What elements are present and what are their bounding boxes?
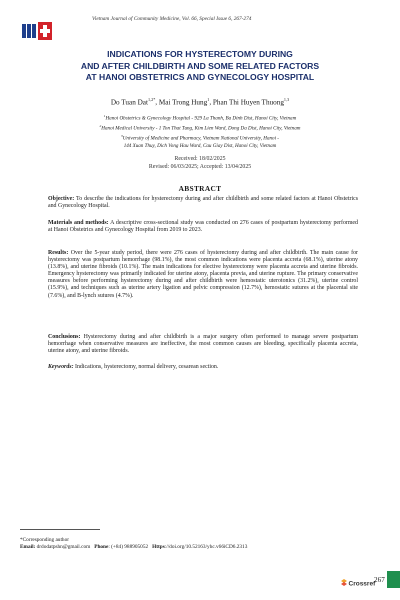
abstract-objective: Objective: To describe the indications for hysterectomy during and after childbirth and some related factors at Hanoi Obstetrics and Gynecology Hospital. (48, 196, 358, 210)
abstract-methods: Materials and methods: A descriptive cross-sectional study was conducted on 276 cases of postpartum hysterectomy performed at Hanoi Obstetrics and Gynecology Hospital from 2019 to 2023. (48, 220, 358, 234)
crossref-logo[interactable] (340, 578, 376, 588)
phone-number: : (+84) 988905052 (108, 544, 149, 550)
author-list: Do Tuan Dat$^{1,2*}$, Mai Trong Hung$^1$, Phan Thi Huyen Thuong$^{1,3}$ (110, 97, 290, 107)
author-affil-marker: 1,3 (283, 97, 290, 102)
affiliation: $^3$University of Medicine and Pharmacy, Vietnam National University, Hanoi - (121, 133, 279, 142)
author-name: Do Tuan Dat (110, 98, 148, 107)
author-affil-marker: 1 (207, 97, 210, 102)
article-dates (20, 156, 380, 172)
abstract-results: Results: Over the 5-year study period, there were 276 cases of hysterectomy during and after childbirth. The main cause for hysterectomy was postpartum hemorrhage (98.1%), the most common indications were placenta accreta (68.1%), uterine atony (13.8%), and uterine fibroids (10.1%). The main indications for elective hysterectomy were placenta accreta and uterine fibroids. Emergency hysterectomy was primarily indicated for uterine atony, placenta previa, and uterine rupture. The primary conservative measures before performing hysterectomy during and after childbirth were hemostatic uterotonics (31.2%), uterine control (15.9%), and techniques such as uterine artery ligation and pelvic compression (12.7%), hemostatic sutures at the placental site (7.6%), and B-lynch sutures (4.7%). (48, 250, 358, 299)
affiliation-list (20, 113, 380, 150)
abstract-keywords: Keywords: Indications, hysterectomy, normal delivery, cesarean section. (48, 364, 219, 370)
crossref-label: Crossref (348, 580, 376, 588)
paper-title (30, 49, 370, 84)
email-link[interactable]: drdodatpshn@gmail.com (35, 544, 91, 550)
affiliation: $^1$Hanoi Obstetrics & Gynecology Hospital - 929 La Thanh, Ba Dinh Dist, Hanoi City, Vietnam (103, 114, 297, 122)
footnote-rule (20, 529, 100, 530)
journal-logo (22, 22, 52, 40)
title-line: AND AFTER CHILDBIRTH AND SOME RELATED FACTORS (80, 60, 320, 71)
contact-line: Email: drdodatpshn@gmail.com Phone: (+84) 988905052 Https://doi.org/10.52163/yhc.v66iCD6.2313 (20, 544, 248, 550)
author-name: Mai Trong Hung (158, 98, 208, 107)
revised-accepted-date: Revised: 06/03/2025; Accepted: 13/04/2025 (148, 163, 252, 170)
affiliation: $^2$Hanoi Medical University - 1 Ton That Tung, Kim Lien Ward, Dong Da Dist, Hanoi City, Vietnam (99, 123, 301, 132)
title-line: AT HANOI OBSTETRICS AND GYNECOLOGY HOSPITAL (85, 72, 315, 83)
author-name: Phan Thi Huyen Thuong (212, 98, 284, 107)
page-number: 267 (374, 576, 385, 584)
abstract-conclusions: Conclusions: Hysterectomy during and after childbirth is a major surgery often performed to manage severe postpartum hemorrhage when conservative measures are ineffective, the most common causes are bleeding, specifically placenta accreta, uterine atony, and uterine fibroids. (48, 334, 358, 355)
title-line: INDICATIONS FOR HYSTERECTOMY DURING (107, 49, 293, 59)
page-edge-tab (387, 571, 400, 588)
corresponding-author-note: *Corresponding author (20, 537, 69, 543)
author-affil-marker: 1,2* (147, 97, 156, 102)
doi-link[interactable]: ://doi.org/10.52163/yhc.v66iCD6.2313 (164, 544, 248, 550)
abstract-heading: ABSTRACT (178, 184, 222, 193)
affiliation-continued: 144 Xuan Thuy, Dich Vong Hau Ward, Cau Giay Dist, Hanoi City, Vietnam (123, 142, 277, 149)
journal-reference: Vietnam Journal of Community Medicine, Vol. 66, Special Issue 6, 267-274 (92, 16, 252, 22)
received-date: Received: 18/02/2025 (174, 156, 226, 162)
